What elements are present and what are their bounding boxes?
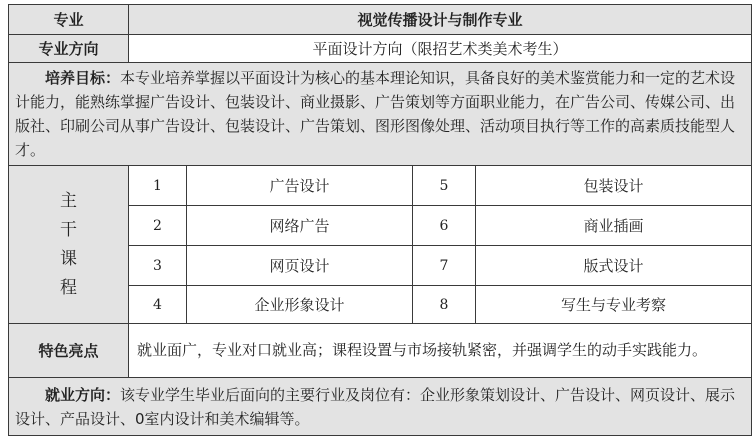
course-name: 写生与专业考察	[476, 286, 752, 324]
course-number: 3	[129, 246, 187, 286]
direction-row	[9, 35, 752, 63]
features-text: 就业面广，专业对口就业高；课程设置与市场接轨紧密，并强调学生的动手实践能力。	[129, 324, 752, 378]
course-row	[9, 166, 752, 206]
employment-label: 就业方向：	[45, 385, 121, 404]
features-label: 特色亮点	[9, 324, 129, 378]
courses-label	[9, 166, 129, 324]
course-name: 商业插画	[476, 206, 752, 246]
courses-label-char: 程	[60, 277, 77, 298]
objective-cell	[9, 63, 752, 166]
course-number: 2	[129, 206, 187, 246]
course-name: 网络广告	[187, 206, 413, 246]
major-row	[9, 5, 752, 35]
course-name: 广告设计	[187, 166, 413, 206]
courses-label-char: 干	[60, 219, 77, 240]
direction-label: 专业方向	[9, 35, 129, 63]
course-name: 版式设计	[476, 246, 752, 286]
features-row	[9, 324, 752, 378]
course-name: 包装设计	[476, 166, 752, 206]
objective-label: 培养目标：	[45, 69, 121, 87]
course-number: 6	[413, 206, 476, 246]
courses-label-char: 主	[60, 190, 77, 211]
major-info-table	[8, 4, 752, 436]
course-name: 企业形象设计	[187, 286, 413, 324]
course-number: 8	[413, 286, 476, 324]
objective-row	[9, 63, 752, 166]
course-number: 7	[413, 246, 476, 286]
course-number: 1	[129, 166, 187, 206]
major-name: 视觉传播设计与制作专业	[129, 5, 752, 35]
course-number: 4	[129, 286, 187, 324]
employment-text: 该专业学生毕业后面向的主要行业及岗位有：企业形象策划设计、广告设计、网页设计、展示设计、产品设计、0室内设计和美术编辑等。	[15, 385, 736, 428]
employment-cell	[9, 378, 752, 436]
major-label: 专业	[9, 5, 129, 35]
objective-text: 本专业培养掌握以平面设计为核心的基本理论知识，具备良好的美术鉴赏能力和一定的艺术设计能力，能熟练掌握广告设计、包装设计、商业摄影、广告策划等方面职业能力，在广告公司、传媒公司、出版社、印刷公司从事广告设计、包装设计、广告策划、图形图像处理、活动项目执行等工作的高素质技能型人才。	[15, 69, 736, 159]
direction-value: 平面设计方向（限招艺术类美术考生）	[129, 35, 752, 63]
course-name: 网页设计	[187, 246, 413, 286]
courses-label-char: 课	[60, 248, 77, 269]
course-number: 5	[413, 166, 476, 206]
employment-row	[9, 378, 752, 436]
